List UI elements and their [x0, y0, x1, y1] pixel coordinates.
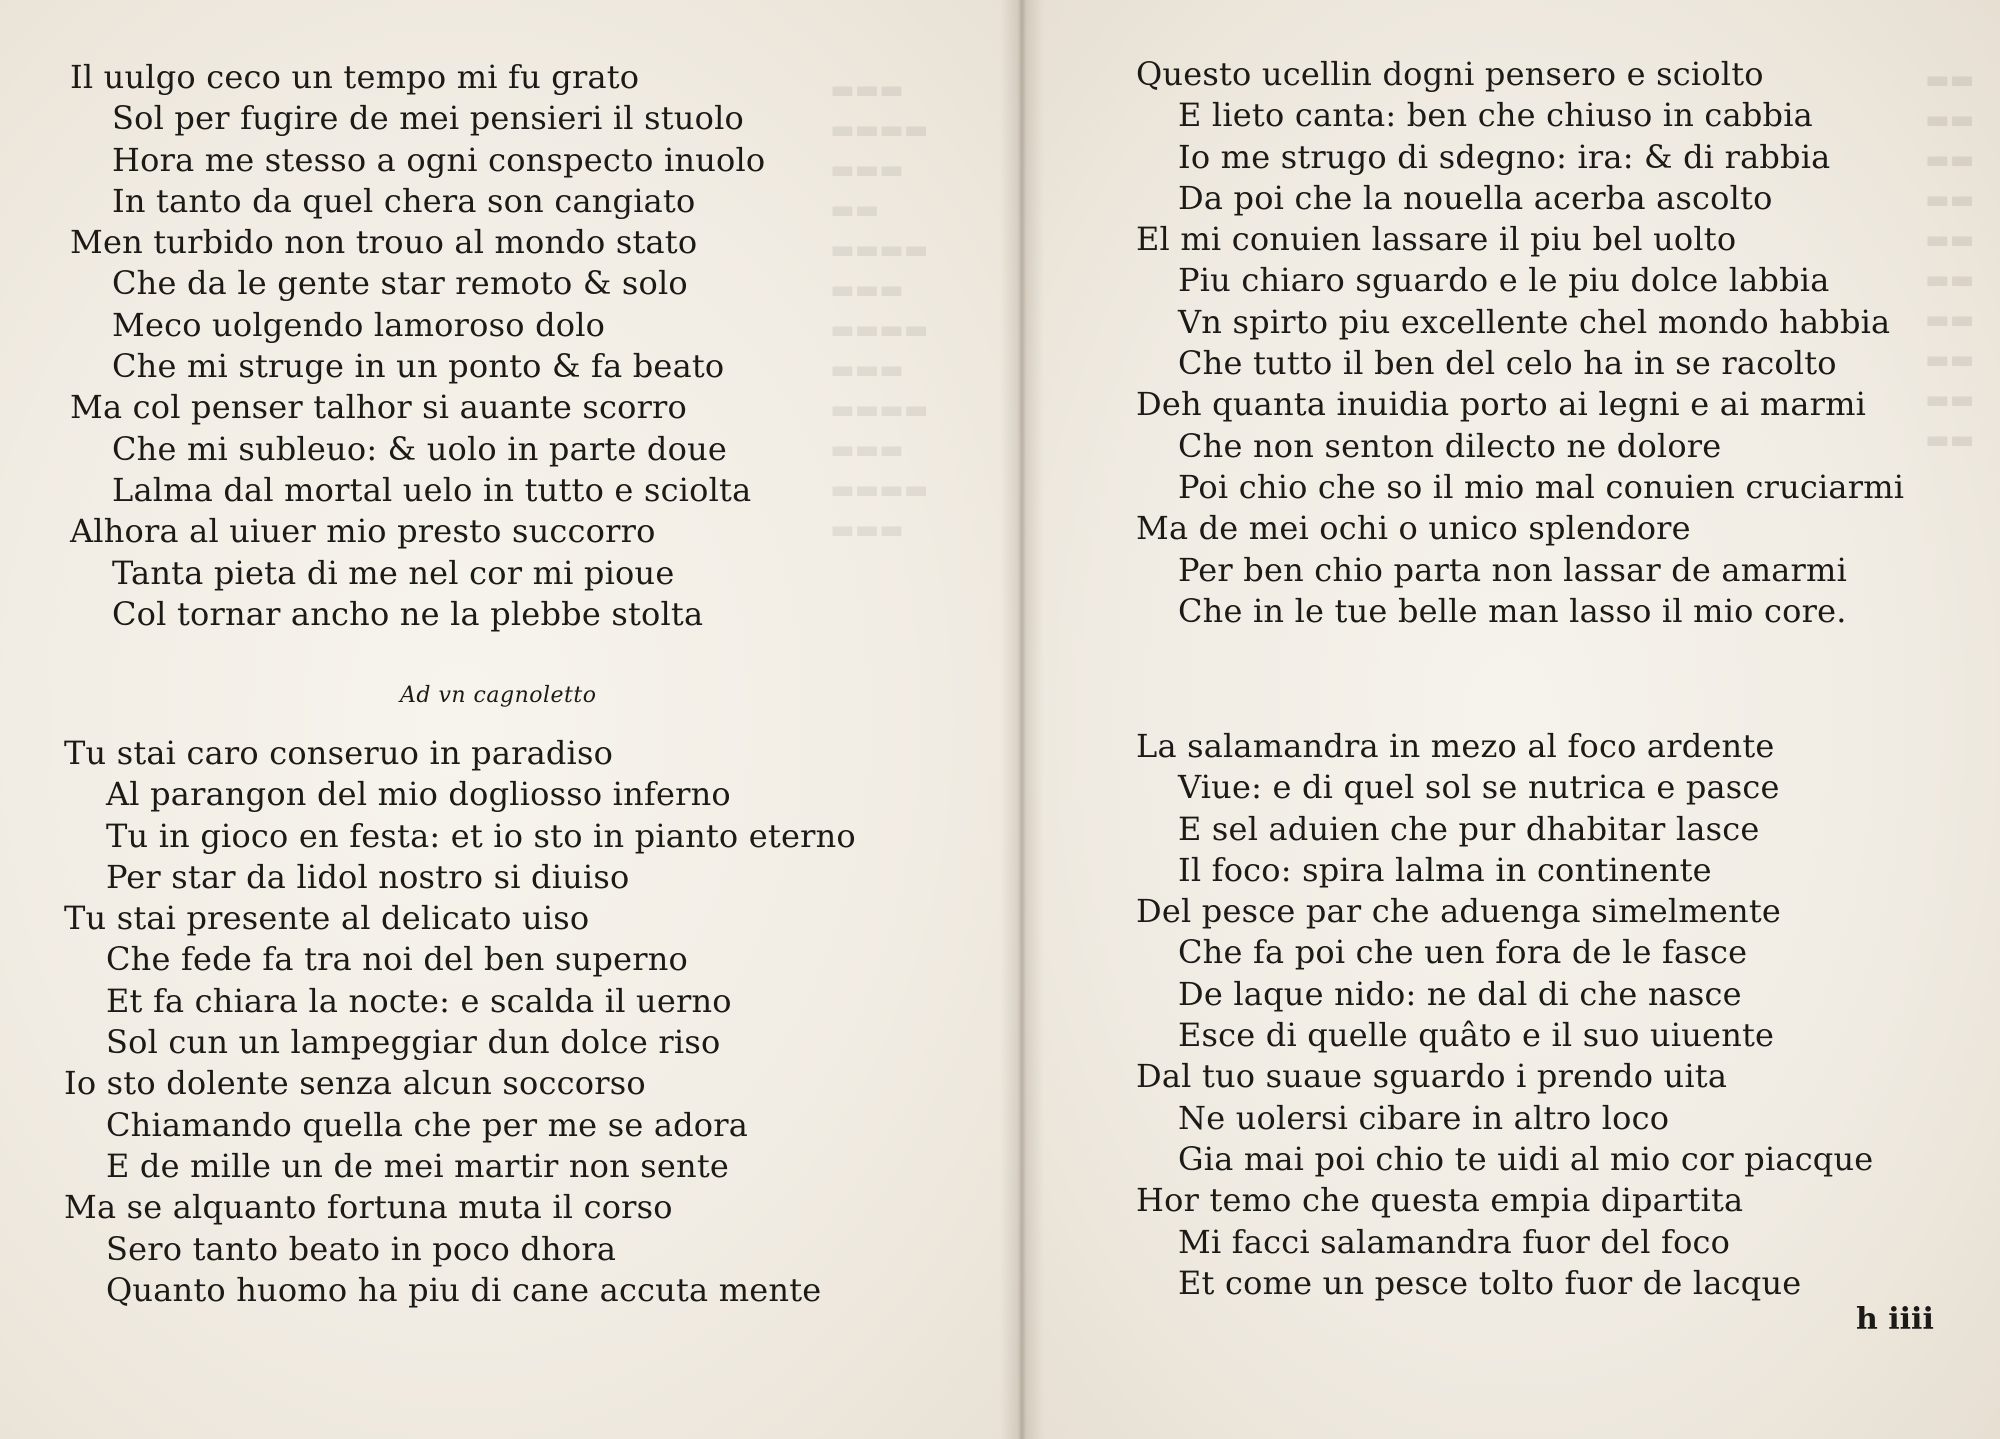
verse-line: Quanto huomo ha piu di cane accuta mente	[106, 1270, 822, 1309]
verse-line: Et come un pesce tolto fuor de lacque	[1178, 1263, 1802, 1302]
verse-line: Gia mai poi chio te uidi al mio cor piacque	[1178, 1139, 1874, 1178]
left-sonnet-2	[64, 733, 856, 1311]
verse-line: Viue: e di quel sol se nutrica e pasce	[1178, 768, 1780, 807]
verse-line: Che fede fa tra noi del ben superno	[106, 940, 689, 979]
verse-line: Dal tuo suaue sguardo i prendo uita	[1136, 1057, 1728, 1096]
verse-line: Che da le gente star remoto & solo	[112, 264, 688, 303]
book-gutter	[1000, 0, 1044, 1439]
verse-line: Hor temo che questa empia dipartita	[1136, 1181, 1744, 1220]
verse-line: Che non senton dilecto ne dolore	[1178, 426, 1722, 465]
verse-line: Il foco: spira lalma in continente	[1178, 850, 1712, 889]
verse-line: Che mi subleuo: & uolo in parte doue	[112, 429, 728, 468]
verse-line: Che in le tue belle man lasso il mio core.	[1178, 591, 1847, 630]
verse-line: Che tutto il ben del celo ha in se racolto	[1178, 344, 1837, 383]
signature-mark: h iiii	[1856, 1302, 1934, 1337]
verse-line: Meco uolgendo lamoroso dolo	[112, 305, 606, 344]
verse-line: Il uulgo ceco un tempo mi fu grato	[70, 58, 640, 96]
verse-line: Per star da lidol nostro si diuiso	[106, 857, 630, 896]
verse-line: Che mi struge in un ponto & fa beato	[112, 347, 725, 386]
verse-line: Piu chiaro sguardo e le piu dolce labbia	[1178, 261, 1830, 300]
verse-line: Questo ucellin dogni pensero e sciolto	[1136, 55, 1764, 93]
verse-line: Chiamando quella che per me se adora	[106, 1105, 749, 1144]
verse-line: Mi facci salamandra fuor del foco	[1178, 1222, 1731, 1261]
verse-line: La salamandra in mezo al foco ardente	[1136, 727, 1775, 765]
verse-line: Sol per fugire de mei pensieri il stuolo	[112, 99, 744, 138]
verse-line: Alhora al uiuer mio presto succorro	[70, 512, 656, 551]
verse-line: Esce di quelle quâto e il suo uiuente	[1178, 1016, 1775, 1055]
verse-line: Ma col penser talhor si auante scorro	[70, 388, 688, 427]
verse-line: E sel aduien che pur dhabitar lasce	[1178, 809, 1760, 848]
right-sonnet-2	[1136, 726, 1873, 1304]
verse-line: Tanta pieta di me nel cor mi pioue	[112, 553, 675, 592]
verse-line: Poi chio che so il mio mal conuien cruciarmi	[1178, 467, 1905, 506]
verse-line: De laque nido: ne dal di che nasce	[1178, 974, 1742, 1013]
verse-line: Tu stai caro conseruo in paradiso	[64, 734, 614, 772]
verse-line: Ne uolersi cibare in altro loco	[1178, 1098, 1670, 1137]
poem-heading: Ad vn cagnoletto	[400, 683, 597, 708]
verse-line: Io me strugo di sdegno: ira: & di rabbia	[1178, 137, 1831, 176]
verse-line: Per ben chio parta non lassar de amarmi	[1178, 550, 1848, 589]
verse-line: Vn spirto piu excellente chel mondo habbia	[1178, 302, 1891, 341]
show-through-left: ▬▬▬ ▬▬▬▬ ▬▬▬ ▬▬ ▬▬▬▬ ▬▬▬ ▬▬▬▬ ▬▬▬ ▬▬▬▬ ▬▬▬ ▬▬▬▬ ▬▬▬	[830, 75, 929, 545]
verse-line: Tu stai presente al delicato uiso	[64, 899, 590, 938]
verse-line: E de mille un de mei martir non sente	[106, 1146, 730, 1185]
verse-line: Del pesce par che aduenga simelmente	[1136, 892, 1782, 931]
verse-line: Da poi che la nouella acerba ascolto	[1178, 178, 1773, 217]
verse-line: Al parangon del mio dogliosso inferno	[106, 775, 731, 814]
verse-line: Tu in gioco en festa: et io sto in pianto eterno	[106, 816, 856, 855]
verse-line: Ma se alquanto fortuna muta il corso	[64, 1188, 673, 1227]
verse-line: Sol cun un lampeggiar dun dolce riso	[106, 1023, 721, 1062]
right-sonnet-1	[1136, 54, 1904, 632]
verse-line: El mi conuien lassare il piu bel uolto	[1136, 220, 1737, 259]
show-through-right: ▬▬ ▬▬ ▬▬ ▬▬ ▬▬ ▬▬ ▬▬ ▬▬ ▬▬ ▬▬	[1925, 65, 1975, 455]
verse-line: Men turbido non trouo al mondo stato	[70, 223, 698, 262]
verse-line: Sero tanto beato in poco dhora	[106, 1229, 617, 1268]
verse-line: Ma de mei ochi o unico splendore	[1136, 509, 1691, 548]
verse-line: Col tornar ancho ne la plebbe stolta	[112, 594, 704, 633]
verse-line: E lieto canta: ben che chiuso in cabbia	[1178, 96, 1813, 135]
left-sonnet-1	[70, 57, 765, 635]
verse-line: Lalma dal mortal uelo in tutto e sciolta	[112, 470, 752, 509]
verse-line: Hora me stesso a ogni conspecto inuolo	[112, 140, 766, 179]
verse-line: Deh quanta inuidia porto ai legni e ai marmi	[1136, 385, 1867, 424]
verse-line: In tanto da quel chera son cangiato	[112, 181, 696, 220]
verse-line: Et fa chiara la nocte: e scalda il uerno	[106, 981, 732, 1020]
verse-line: Io sto dolente senza alcun soccorso	[64, 1064, 646, 1103]
verse-line: Che fa poi che uen fora de le fasce	[1178, 933, 1748, 972]
